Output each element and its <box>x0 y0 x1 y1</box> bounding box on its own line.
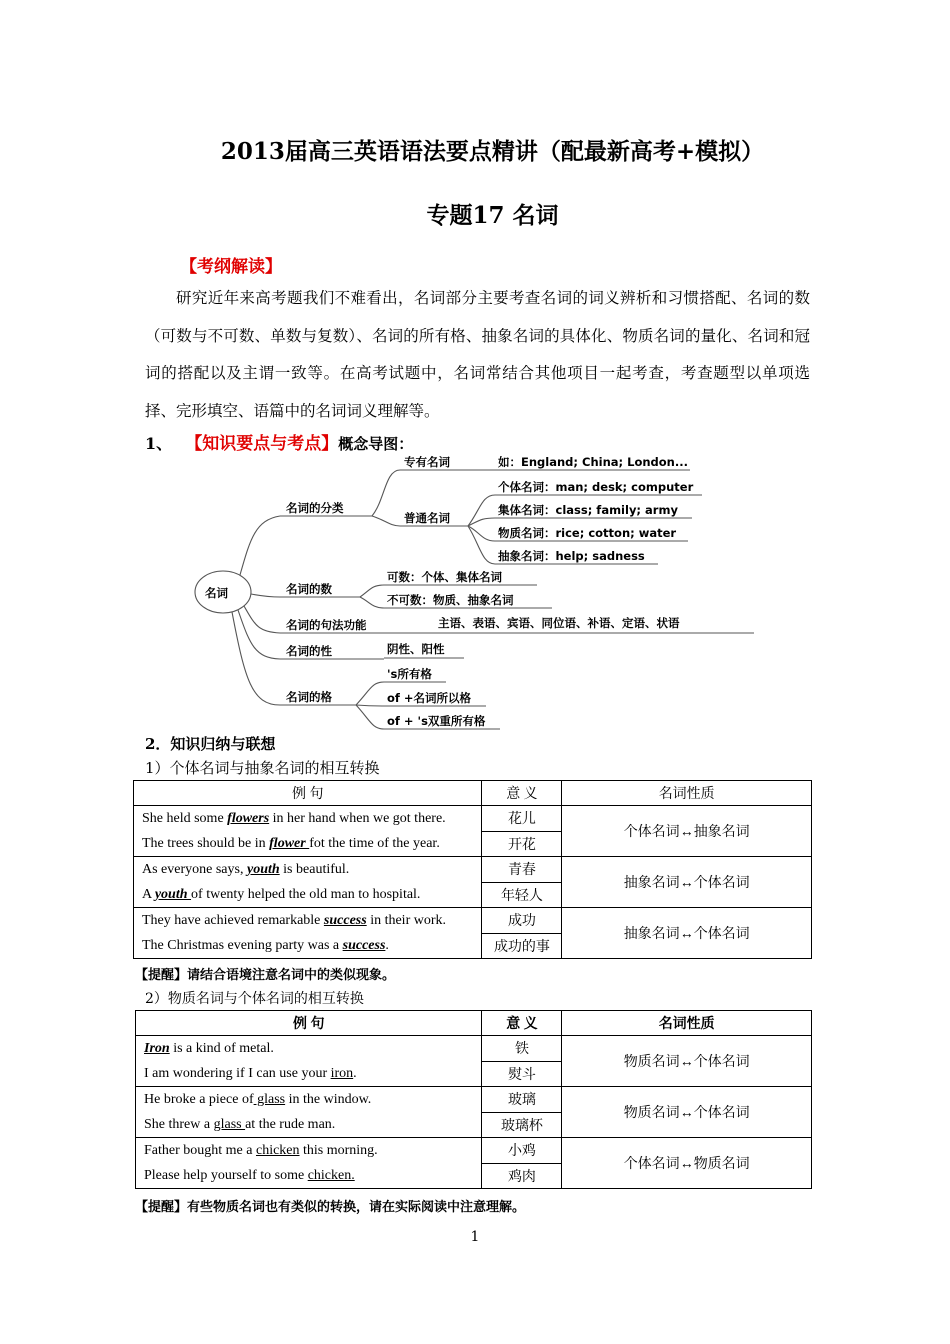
table1-note: 【提醒】请结合语境注意名词中的类似现象。 <box>135 968 396 983</box>
intro-heading: 【考纲解读】 <box>180 257 282 277</box>
table2-meaning: 玻璃杯 <box>482 1112 562 1138</box>
table-material-individual <box>135 1010 812 1189</box>
table1-nature: 个体名词↔抽象名词 <box>562 806 812 857</box>
table2-header-meaning: 意 义 <box>482 1011 562 1036</box>
mindmap-branch-syntax: 名词的句法功能 <box>286 618 367 632</box>
double-arrow-icon: ↔ <box>679 876 694 891</box>
table2-meaning: 小鸡 <box>482 1138 562 1164</box>
table-row: Father bought me a chicken this morning. <box>136 1138 482 1164</box>
table2-note: 【提醒】有些物质名词也有类似的转换，请在实际阅读中注意理解。 <box>135 1200 526 1215</box>
double-arrow-icon: ↔ <box>679 1157 694 1172</box>
table1-caption: 1）个体名词与抽象名词的相互转换 <box>145 759 380 777</box>
table-row: As everyone says, youth is beautiful. <box>134 857 482 883</box>
table1-meaning: 年轻人 <box>482 882 562 908</box>
table2-nature: 物质名词↔个体名词 <box>562 1036 812 1087</box>
intro-paragraph: 研究近年来高考题我们不难看出，名词部分主要考查名词的词义辨析和习惯搭配、名词的数（可数与不可数、单数与复数）、名词的所有格、抽象名词的具体化、物质名词的量化、名词和冠词的搭配以及主谓一致等。在高考试题中，名词常结合其他项目一起考查，考查题型以单项选择、完形填空、语篇中的名词词义理解等。 <box>145 289 810 420</box>
table1-meaning: 开花 <box>482 831 562 857</box>
mindmap-collective-noun: 集体名词：class; family; army <box>498 503 678 517</box>
mindmap-gender-values: 阴性、阳性 <box>387 642 445 656</box>
table-individual-abstract <box>133 780 812 959</box>
mindmap-material-noun: 物质名词：rice; cotton; water <box>498 526 677 540</box>
table1-meaning: 花儿 <box>482 806 562 832</box>
table2-meaning: 熨斗 <box>482 1061 562 1087</box>
table-row: A youth of twenty helped the old man to hospital. <box>134 882 482 908</box>
table2-header-example: 例 句 <box>136 1011 482 1036</box>
table-row: Iron is a kind of metal. <box>136 1036 482 1062</box>
double-arrow-icon: ↔ <box>679 1106 694 1121</box>
table-row: He broke a piece of glass in the window. <box>136 1087 482 1113</box>
table2-meaning: 鸡肉 <box>482 1163 562 1189</box>
table1-header-example: 例 句 <box>134 781 482 806</box>
table-row: The Christmas evening party was a success. <box>134 933 482 959</box>
mindmap-case-double: of + 's双重所有格 <box>387 714 486 728</box>
table-row: They have achieved remarkable success in their work. <box>134 908 482 934</box>
mindmap-branch-gender: 名词的性 <box>286 644 332 658</box>
mindmap-branch-case: 名词的格 <box>286 690 332 704</box>
table1-meaning: 成功 <box>482 908 562 934</box>
mindmap-root-label: 名词 <box>205 586 228 600</box>
mindmap-case-of: of +名词所以格 <box>387 691 472 705</box>
table1-meaning: 成功的事 <box>482 933 562 959</box>
double-arrow-icon: ↔ <box>679 927 694 942</box>
mindmap-branch-number: 名词的数 <box>286 582 332 596</box>
section1-title: 【知识要点与考点】 <box>185 434 339 454</box>
table1-header-nature: 名词性质 <box>562 781 812 806</box>
table2-nature: 物质名词↔个体名词 <box>562 1087 812 1138</box>
table2-caption: 2）物质名词与个体名词的相互转换 <box>145 991 364 1007</box>
mindmap-countable: 可数：个体、集体名词 <box>387 570 502 584</box>
mindmap-proper-noun: 专有名词 <box>404 455 450 469</box>
table-row: She threw a glass at the rude man. <box>136 1112 482 1138</box>
document-title: 2013届高三英语语法要点精讲（配最新高考+模拟） <box>220 138 765 165</box>
table2-nature: 个体名词↔物质名词 <box>562 1138 812 1189</box>
table-row: Please help yourself to some chicken. <box>136 1163 482 1189</box>
table1-meaning: 青春 <box>482 857 562 883</box>
double-arrow-icon: ↔ <box>679 1055 694 1070</box>
mindmap-uncountable: 不可数：物质、抽象名词 <box>387 593 514 607</box>
mindmap-abstract-noun: 抽象名词：help; sadness <box>498 549 645 563</box>
double-arrow-icon: ↔ <box>679 825 694 840</box>
table1-nature: 抽象名词↔个体名词 <box>562 908 812 959</box>
section1-number: 1、 <box>145 434 173 453</box>
table-row: The trees should be in flower fot the time of the year. <box>134 831 482 857</box>
section2-heading: 2．知识归纳与联想 <box>145 735 276 753</box>
mindmap-branch-classification: 名词的分类 <box>286 501 344 515</box>
mindmap-case-s: 's所有格 <box>387 667 432 681</box>
table1-nature: 抽象名词↔个体名词 <box>562 857 812 908</box>
page-number: 1 <box>470 1229 480 1245</box>
document-subtitle: 专题17 名词 <box>426 202 559 229</box>
table-row: She held some flowers in her hand when we got there. <box>134 806 482 832</box>
table2-header-nature: 名词性质 <box>562 1011 812 1036</box>
table2-meaning: 铁 <box>482 1036 562 1062</box>
table2-meaning: 玻璃 <box>482 1087 562 1113</box>
mindmap-syntax-functions: 主语、表语、宾语、同位语、补语、定语、状语 <box>438 616 680 630</box>
mindmap-individual-noun: 个体名词：man; desk; computer <box>498 480 694 494</box>
mindmap-proper-noun-examples: 如：England; China; London... <box>498 455 688 469</box>
table1-header-meaning: 意 义 <box>482 781 562 806</box>
section1-suffix: 概念导图： <box>338 435 414 453</box>
mindmap-common-noun: 普通名词 <box>404 511 450 525</box>
table-row: I am wondering if I can use your iron. <box>136 1061 482 1087</box>
